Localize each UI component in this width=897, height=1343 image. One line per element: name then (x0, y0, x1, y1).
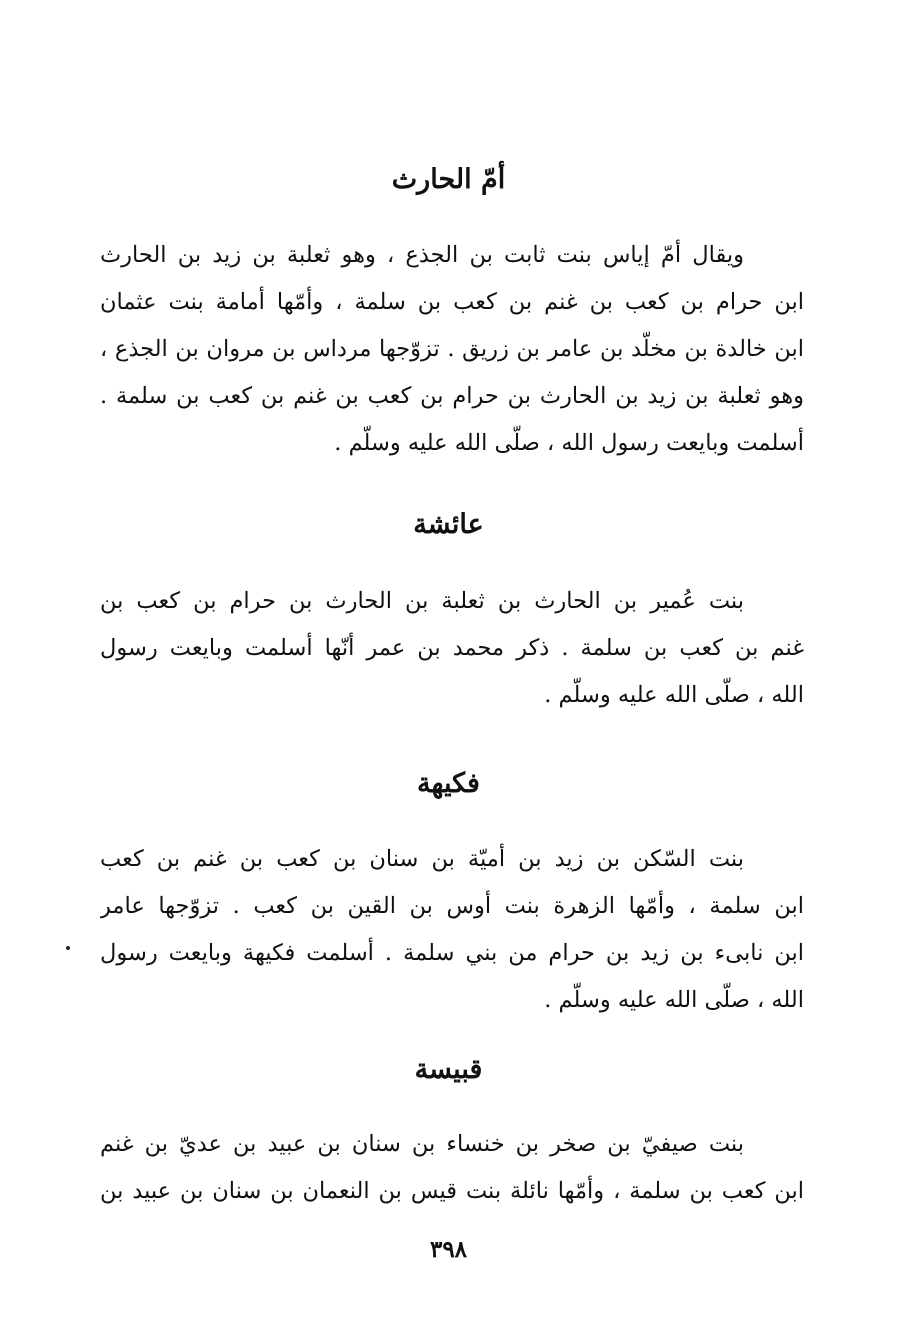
section-title: قبيسة (414, 1054, 483, 1085)
section-body (100, 578, 804, 719)
ink-speck (66, 946, 70, 950)
text-line: بنت السّكن بن زيد بن أميّة بن سنان بن كعب بن غنم بن كعب (100, 846, 744, 872)
text-line: الله ، صلّى الله عليه وسلّم . (544, 987, 804, 1013)
text-line: ويقال أمّ إياس بنت ثابت بن الجذع ، وهو ثعلبة بن زيد بن الحارث (100, 242, 744, 268)
page-number: ٣٩٨ (429, 1236, 468, 1263)
text-line: ابن كعب بن سلمة ، وأمّها نائلة بنت قيس بن النعمان بن سنان بن عبيد بن (100, 1178, 804, 1204)
section-body (100, 232, 804, 467)
section-title: عائشة (413, 509, 484, 540)
text-line: ابن سلمة ، وأمّها الزهرة بنت أوس بن القين بن كعب . تزوّجها عامر (100, 893, 804, 919)
section-title: فكيهة (417, 768, 480, 799)
text-line: غنم بن كعب بن سلمة . ذكر محمد بن عمر أنّها أسلمت وبايعت رسول (100, 635, 804, 661)
text-line: وهو ثعلبة بن زيد بن الحارث بن حرام بن كعب بن غنم بن كعب بن سلمة . (100, 383, 804, 409)
section-title: أمّ الحارث (391, 164, 506, 195)
text-line: أسلمت وبايعت رسول الله ، صلّى الله عليه وسلّم . (334, 430, 804, 456)
text-line: ابن نابىء بن زيد بن حرام من بني سلمة . أسلمت فكيهة وبايعت رسول (100, 940, 804, 966)
text-line: بنت صيفيّ بن صخر بن خنساء بن سنان بن عبيد بن عديّ بن غنم (100, 1131, 744, 1157)
text-line: ابن خالدة بن مخلّد بن عامر بن زريق . تزوّجها مرداس بن مروان بن الجذع ، (100, 336, 804, 362)
text-line: الله ، صلّى الله عليه وسلّم . (544, 682, 804, 708)
section-body (100, 1121, 804, 1215)
text-line: بنت عُمير بن الحارث بن ثعلبة بن الحارث بن حرام بن كعب بن (100, 588, 744, 614)
section-body (100, 836, 804, 1024)
text-line: ابن حرام بن كعب بن غنم بن كعب بن سلمة ، وأمّها أمامة بنت عثمان (100, 289, 804, 315)
